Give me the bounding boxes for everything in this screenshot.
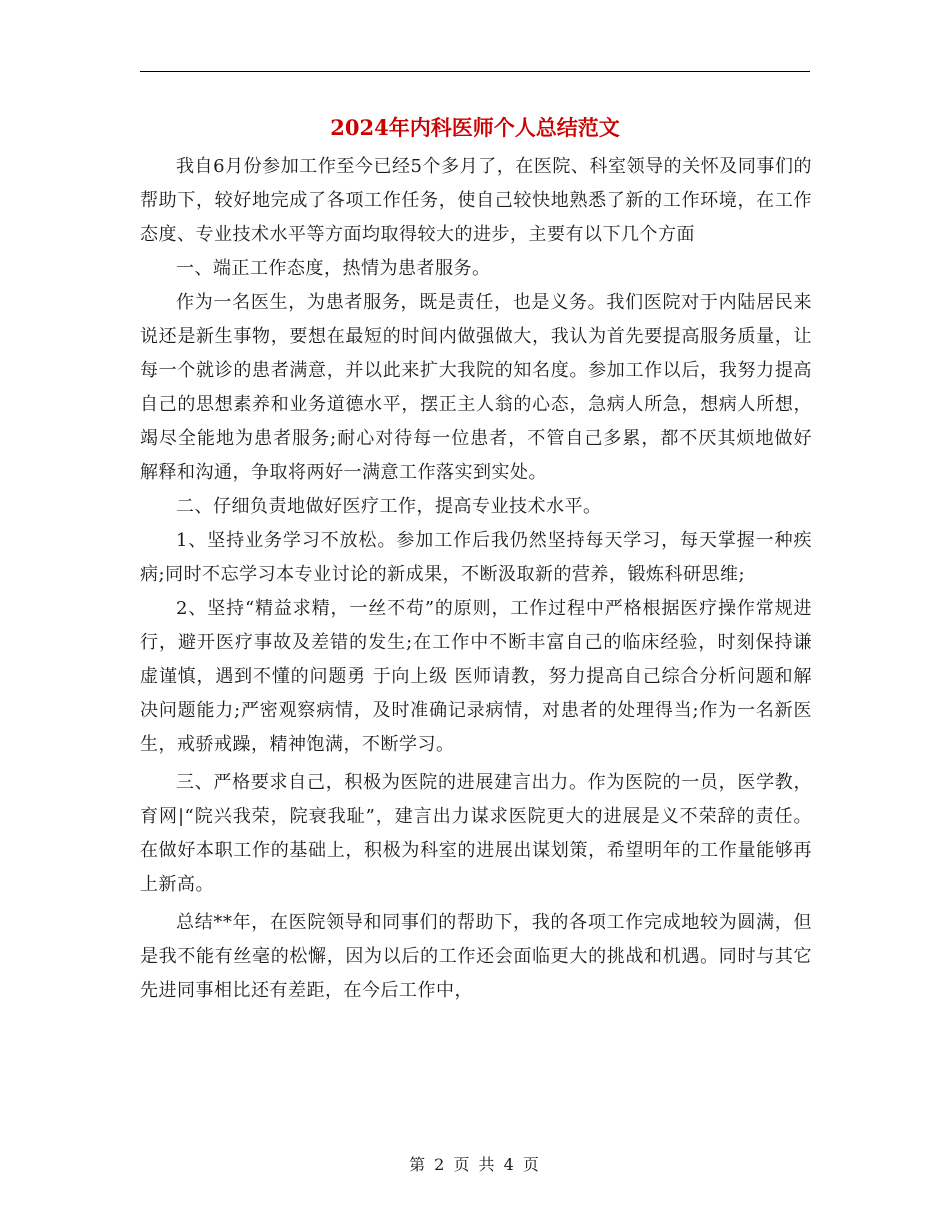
- paragraph-summary: 总结**年，在医院领导和同事们的帮助下，我的各项工作完成地较为圆满，但是我不能有丝毫的松懈，因为以后的工作还会面临更大的挑战和机遇。同时与其它先进同事相比还有差距，在今后工作中，: [140, 912, 812, 1001]
- document-title: 2024年内科医师个人总结范文: [330, 115, 620, 140]
- paragraph-heading-3: 三、严格要求自己，积极为医院的进展建言出力。作为医院的一员，医学教，育网|“院兴我荣，院衰我耻”，建言出力谋求医院更大的进展是义不荣辞的责任。在做好本职工作的基础上，积极为科室的进展出谋划策，希望明年的工作量能够再上新高。: [140, 772, 812, 895]
- paragraph-heading-1: 一、端正工作态度，热情为患者服务。: [176, 258, 491, 279]
- paragraph-heading-2: 二、仔细负责地做好医疗工作，提高专业技术水平。: [176, 496, 602, 517]
- paragraph-intro: 我自6月份参加工作至今已经5个多月了，在医院、科室领导的关怀及同事们的帮助下，较好地完成了各项工作任务，使自己较快地熟悉了新的工作环境，在工作态度、专业技术水平等方面均取得较大的进步，主要有以下几个方面: [140, 156, 812, 245]
- paragraph-service: 作为一名医生，为患者服务，既是责任，也是义务。我们医院对于内陆居民来说还是新生事物，要想在最短的时间内做强做大，我认为首先要提高服务质量，让每一个就诊的患者满意，并以此来扩大我院的知名度。参加工作以后，我努力提高自己的思想素养和业务道德水平，摆正主人翁的心态，急病人所急，想病人所想，竭尽全能地为患者服务;耐心对待每一位患者，不管自己多累，都不厌其烦地做好解释和沟通，争取将两好一满意工作落实到实处。: [140, 292, 812, 483]
- paragraph-study: 1、坚持业务学习不放松。参加工作后我仍然坚持每天学习，每天掌握一种疾病;同时不忘学习本专业讨论的新成果，不断汲取新的营养，锻炼科研思维;: [140, 530, 812, 585]
- page-number: 第 2 页 共 4 页: [409, 1155, 541, 1174]
- document-body: [140, 150, 812, 1008]
- paragraph-principle: 2、坚持“精益求精，一丝不苟”的原则，工作过程中严格根据医疗操作常规进行，避开医疗事故及差错的发生;在工作中不断丰富自己的临床经验，时刻保持谦虚谨慎，遇到不懂的问题勇 于向上级 医师请教，努力提高自己综合分析问题和解决问题能力;严密观察病情，及时准确记录病情，对患者的处理得当;作为一名新医生，戒骄戒躁，精神饱满，不断学习。: [140, 598, 812, 755]
- header-rule: [140, 71, 810, 72]
